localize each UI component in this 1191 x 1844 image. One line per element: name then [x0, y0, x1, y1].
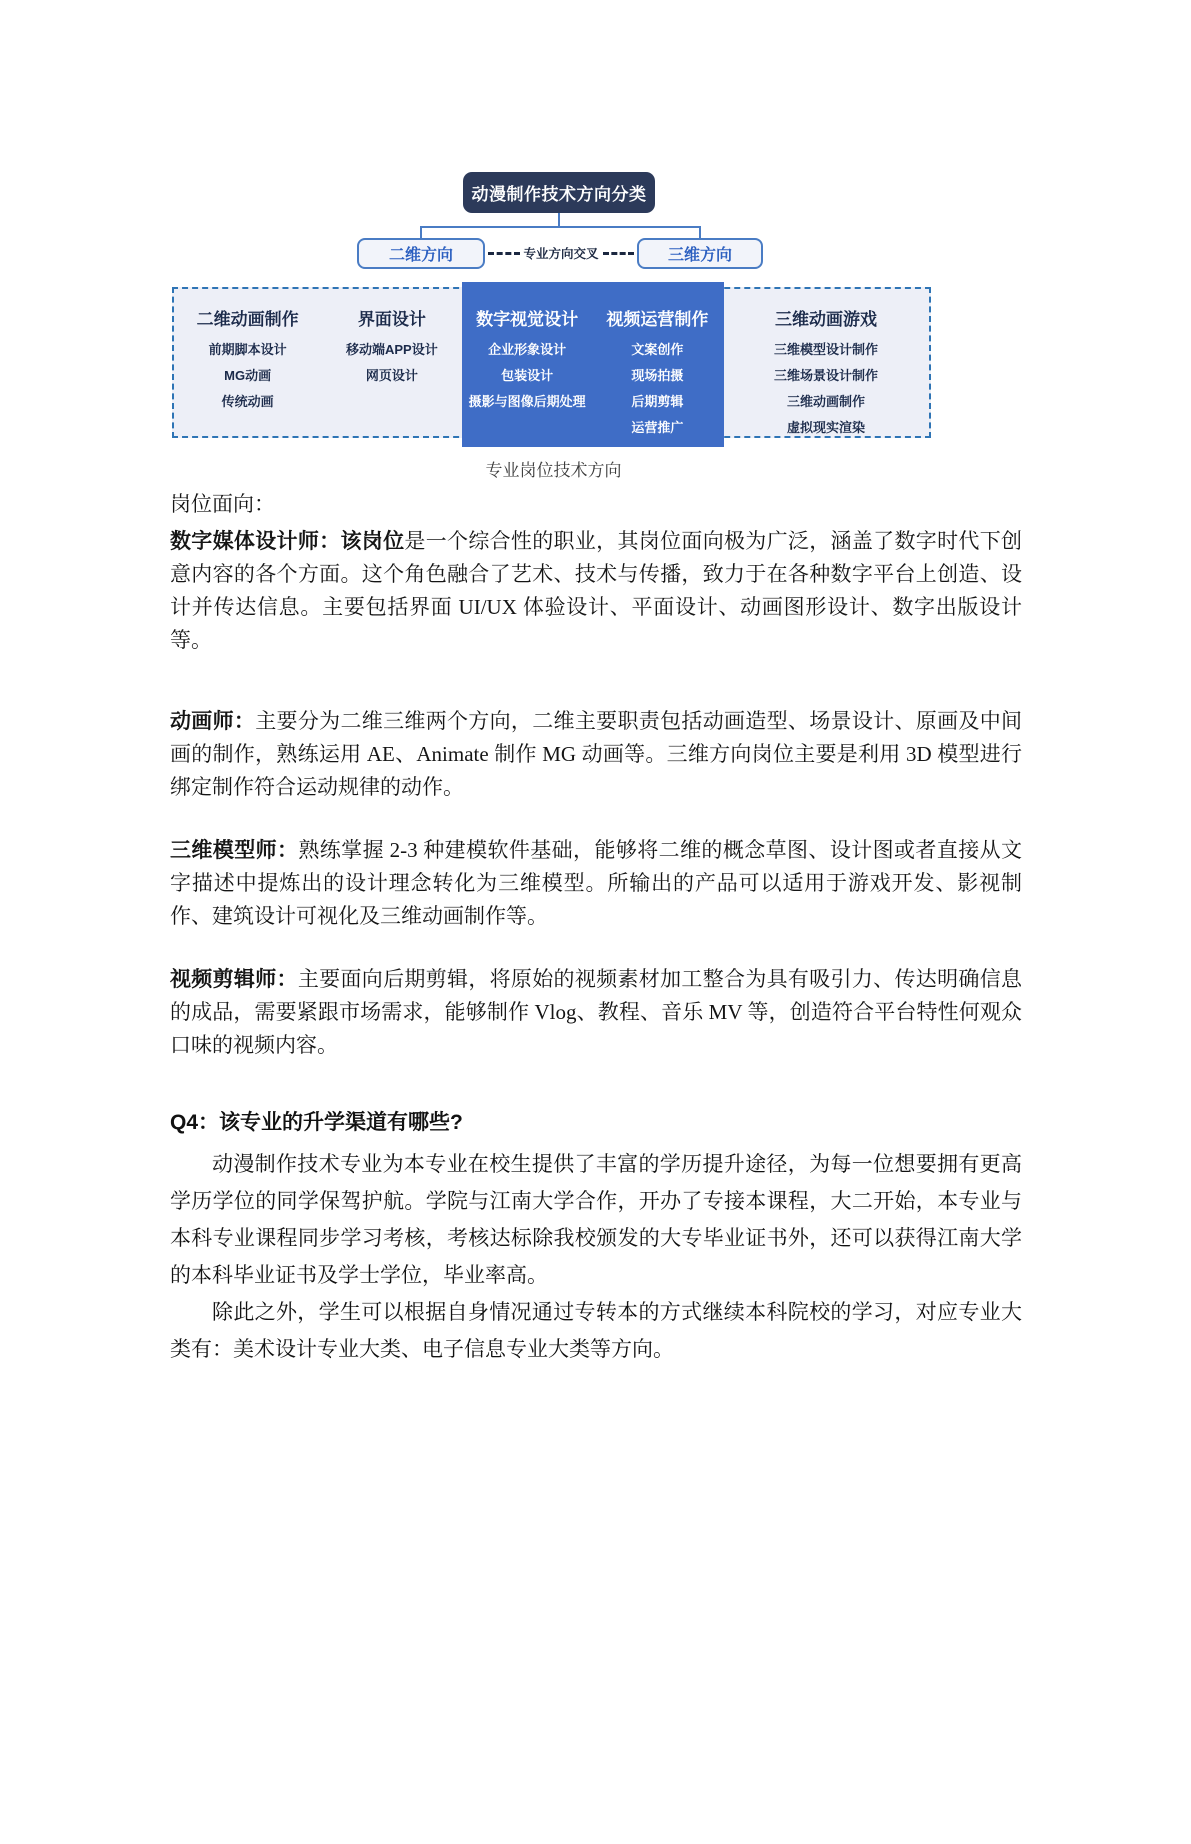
column-item: 三维动画制作 — [787, 394, 866, 409]
column-item: 传统动画 — [221, 394, 274, 409]
cross-connector — [488, 244, 634, 262]
role-title: 数字媒体设计师：该岗位 — [170, 529, 405, 553]
column-title: 界面设计 — [357, 310, 426, 329]
role-paragraph-3d-modeler — [170, 834, 1022, 933]
jobs-panel — [172, 287, 931, 438]
role-paragraph-video-editor — [170, 963, 1022, 1062]
column-video-operation — [592, 305, 723, 436]
classification-diagram — [172, 160, 935, 440]
diagram-caption: 专业岗位技术方向 — [485, 461, 622, 480]
column-ui-design — [321, 305, 462, 436]
role-text: 是一个综合性的职业，其岗位面向极为广泛，涵盖了数字时代下创意内容的各个方面。这个角色融合了艺术、技术与传播，致力于在各种数字平台上创造、设计并传达信息。主要包括界面 UI/UX 体验设计、平面设计、动画图形设计、数字出版设计等。 — [170, 529, 1023, 652]
column-title: 二维动画制作 — [196, 310, 299, 329]
column-item: 包装设计 — [501, 368, 554, 383]
q4-heading: Q4：该专业的升学渠道有哪些? — [170, 1111, 463, 1134]
column-item: 运营推广 — [631, 420, 684, 435]
q4-paragraph: 动漫制作技术专业为本专业在校生提供了丰富的学历提升途径，为每一位想要拥有更高学历学位的同学保驾护航。学院与江南大学合作，开办了专接本课程，大二开始，本专业与本科专业课程同步学习考核，考核达标除我校颁发的大专毕业证书外，还可以获得江南大学的本科毕业证书及学士学位，毕业率高。 — [170, 1153, 1022, 1287]
column-item: 摄影与图像后期处理 — [468, 394, 586, 409]
branch-node-2d: 二维方向 — [357, 238, 485, 269]
dashed-line — [488, 252, 520, 255]
role-text: 熟练掌握 2-3 种建模软件基础，能够将二维的概念草图、设计图或者直接从文字描述中提炼出的设计理念转化为三维模型。所输出的产品可以适用于游戏开发、影视制作、建筑设计可视化及三维动画制作等。 — [170, 838, 1022, 928]
role-text: 主要分为二维三维两个方向，二维主要职责包括动画造型、场景设计、原画及中间画的制作，熟练运用 AE、Animate 制作 MG 动画等。三维方向岗位主要是利用 3D 模型进行绑定制作符合运动规律的动作。 — [170, 709, 1023, 799]
panel-columns — [174, 289, 929, 436]
column-2d-animation — [174, 305, 321, 436]
role-text: 主要面向后期剪辑，将原始的视频素材加工整合为具有吸引力、传达明确信息的成品，需要紧跟市场需求，能够制作 Vlog、教程、音乐 MV 等，创造符合平台特性何观众口味的视频内容。 — [170, 967, 1023, 1057]
role-title: 动画师： — [170, 709, 256, 733]
role-paragraph-animator — [170, 705, 1022, 804]
column-digital-visual-design — [462, 305, 591, 436]
column-item: 前期脚本设计 — [208, 342, 287, 357]
section-label-job-orientation: 岗位面向： — [170, 492, 275, 516]
connector-line — [558, 213, 560, 227]
diagram-root-node: 动漫制作技术方向分类 — [463, 172, 655, 213]
column-title: 数字视觉设计 — [476, 310, 579, 329]
column-item: 虚拟现实渲染 — [787, 420, 866, 435]
column-item: 三维模型设计制作 — [774, 342, 879, 357]
cross-connector-label: 专业方向交叉 — [523, 247, 599, 261]
column-3d-animation-game — [723, 305, 929, 436]
document-body — [170, 487, 1022, 1368]
dashed-line — [603, 252, 635, 255]
column-item: 移动端APP设计 — [345, 342, 438, 357]
role-title: 三维模型师： — [170, 838, 299, 862]
column-title: 三维动画游戏 — [775, 310, 878, 329]
branch-node-3d: 三维方向 — [637, 238, 763, 269]
column-item: 文案创作 — [631, 342, 684, 357]
column-item: 后期剪辑 — [631, 394, 684, 409]
column-item: 企业形象设计 — [488, 342, 567, 357]
column-title: 视频运营制作 — [606, 310, 709, 329]
q4-paragraph: 除此之外，学生可以根据自身情况通过专转本的方式继续本科院校的学习，对应专业大类有：美术设计专业大类、电子信息专业大类等方向。 — [170, 1301, 1022, 1361]
role-title: 视频剪辑师： — [170, 967, 298, 991]
q4-section — [170, 1106, 1022, 1368]
connector-line — [420, 226, 701, 228]
role-paragraph-digital-media-designer — [170, 525, 1022, 657]
column-item: 现场拍摄 — [631, 368, 684, 383]
column-item: 三维场景设计制作 — [774, 368, 879, 383]
column-item: MG动画 — [224, 368, 272, 383]
column-item: 网页设计 — [365, 368, 418, 383]
